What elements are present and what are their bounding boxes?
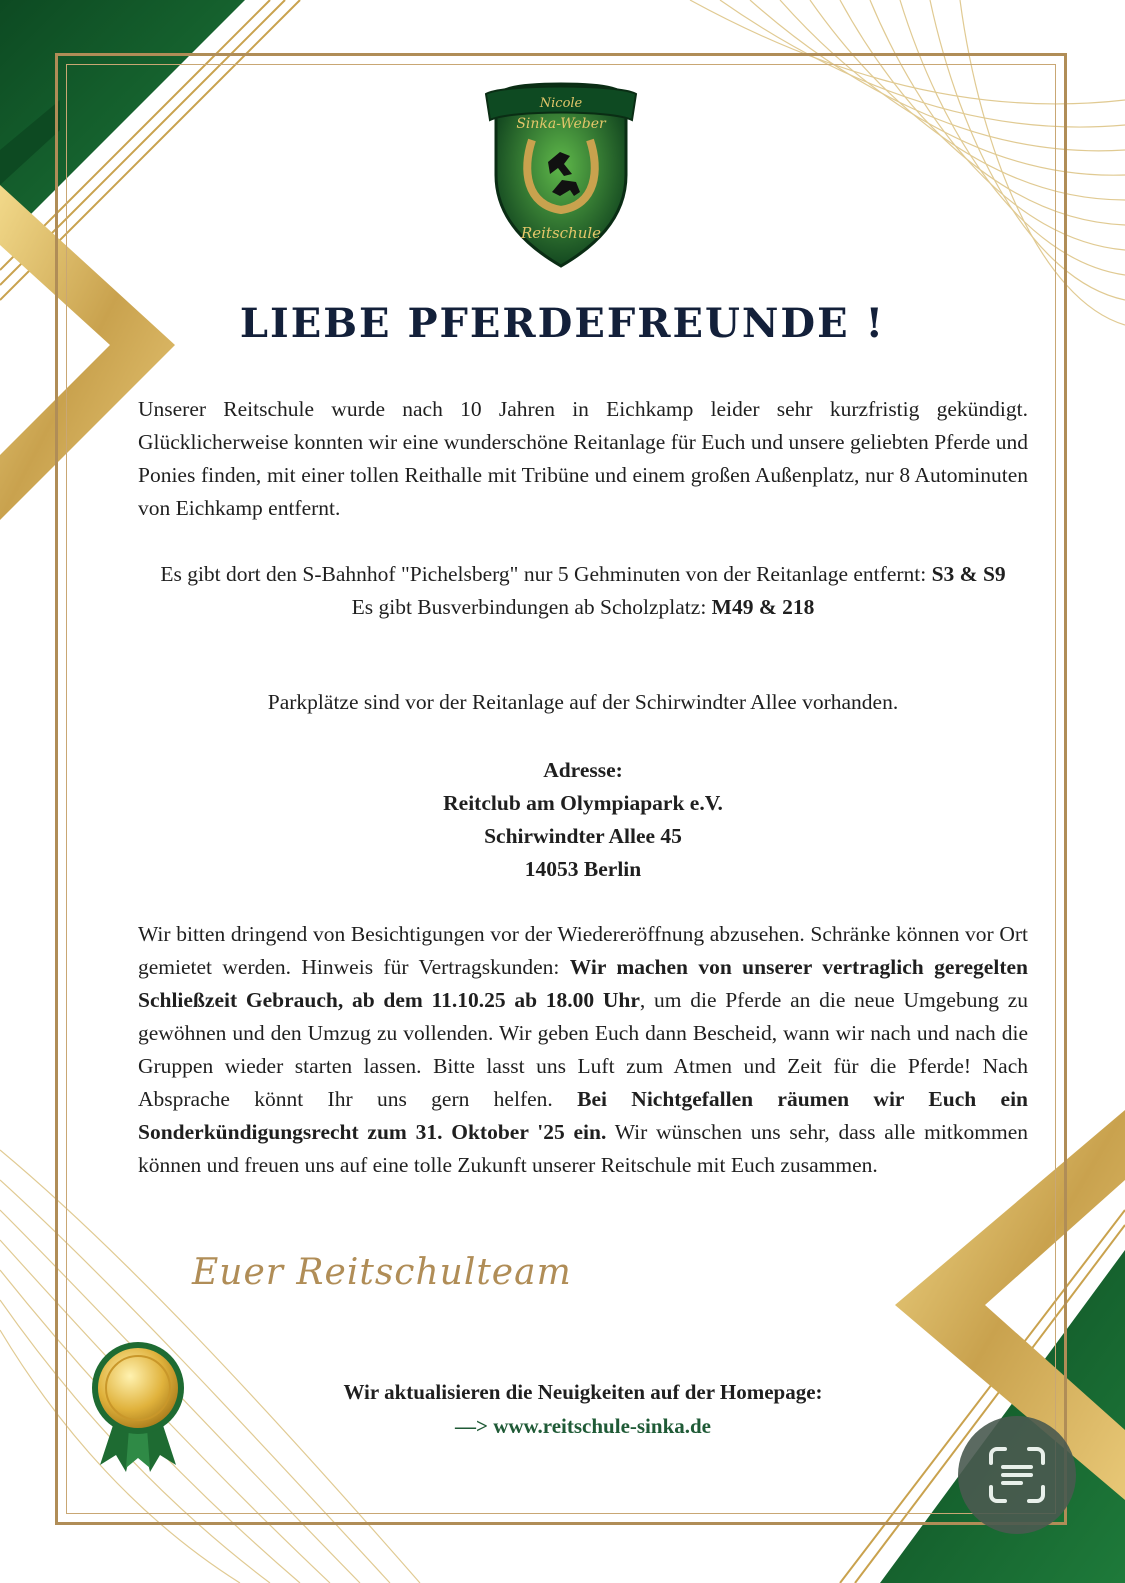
scan-text-button[interactable] (958, 1416, 1076, 1534)
scan-text-icon (985, 1443, 1049, 1507)
intro-paragraph: Unserer Reitschule wurde nach 10 Jahren in Eichkamp leider sehr kurzfristig gekündigt. Glücklicherweise konnten wir eine wunderschöne Reitanlage für Euch und unsere geliebten Pferde und Ponies finden, mit einer tollen Reithalle mit Tribüne und einem großen Außenplatz, nur 8 Autominuten von Eichkamp entfernt. (138, 397, 1028, 520)
address-block (138, 754, 1028, 886)
notice-bold-2: Bei Nichtgefallen räumen wir Euch ein Sonderkündigungsrecht zum 31. Oktober '25 ein. (138, 1087, 1028, 1144)
notice-bold-1: Wir machen von unserer vertraglich geregelten Schließzeit Gebrauch, ab dem 11.10.25 ab 18.00 Uhr (138, 955, 1028, 1012)
notice-paragraph (138, 918, 1028, 1182)
logo-subtitle: Reitschule (520, 224, 602, 242)
logo-name-line1: Nicole (539, 96, 583, 111)
logo-name-line2: Sinka-Weber (516, 116, 606, 132)
signature: Euer Reitschulteam (192, 1252, 572, 1293)
parking-paragraph: Parkplätze sind vor der Reitanlage auf der Schirwindter Allee vorhanden. (267, 690, 899, 714)
address-line-1: Reitclub am Olympiapark e.V. (443, 791, 723, 815)
award-rosette-icon (88, 1340, 188, 1475)
bus-lines: M49 & 218 (711, 595, 815, 619)
arrow-icon: —> (454, 1414, 488, 1438)
homepage-url[interactable]: www.reitschule-sinka.de (493, 1414, 711, 1438)
sbahn-lines: S3 & S9 (931, 562, 1006, 586)
notice-part-3: Wir wünschen uns sehr, dass alle mitkommen können und freuen uns auf eine tolle Zukunft unserer Reitschule mit Euch zusammen. (138, 1120, 1029, 1177)
address-line-3: 14053 Berlin (524, 857, 642, 881)
address-label: Adresse: (543, 758, 623, 782)
address-line-2: Schirwindter Allee 45 (484, 824, 682, 848)
footer-text: Wir aktualisieren die Neuigkeiten auf der Homepage: (343, 1380, 823, 1404)
reitschule-logo (482, 80, 640, 270)
page-title: LIEBE PFERDEFREUNDE ! (239, 300, 886, 347)
transport-paragraph (138, 558, 1028, 624)
homepage-link[interactable] (138, 1414, 1028, 1439)
sbahn-text: Es gibt dort den S-Bahnhof "Pichelsberg" nur 5 Gehminuten von der Reitanlage entfernt: (160, 562, 932, 586)
notice-part-2: , um die Pferde an die neue Umgebung zu gewöhnen und den Umzug zu vollenden. Wir geben Euch dann Bescheid, wann wir nach und nach die Gruppen wieder starten lassen. Bitte lasst uns Luft zum Atmen und Zeit für die Pferde! Nach Absprache könnt Ihr uns gern helfen. (138, 988, 1028, 1111)
notice-part-1: Wir bitten dringend von Besichtigungen vor der Wiedereröffnung abzusehen. Schränke können vor Ort gemietet werden. Hinweis für Vertragskunden: (138, 922, 1028, 979)
bus-text: Es gibt Busverbindungen ab Scholzplatz: (351, 595, 712, 619)
